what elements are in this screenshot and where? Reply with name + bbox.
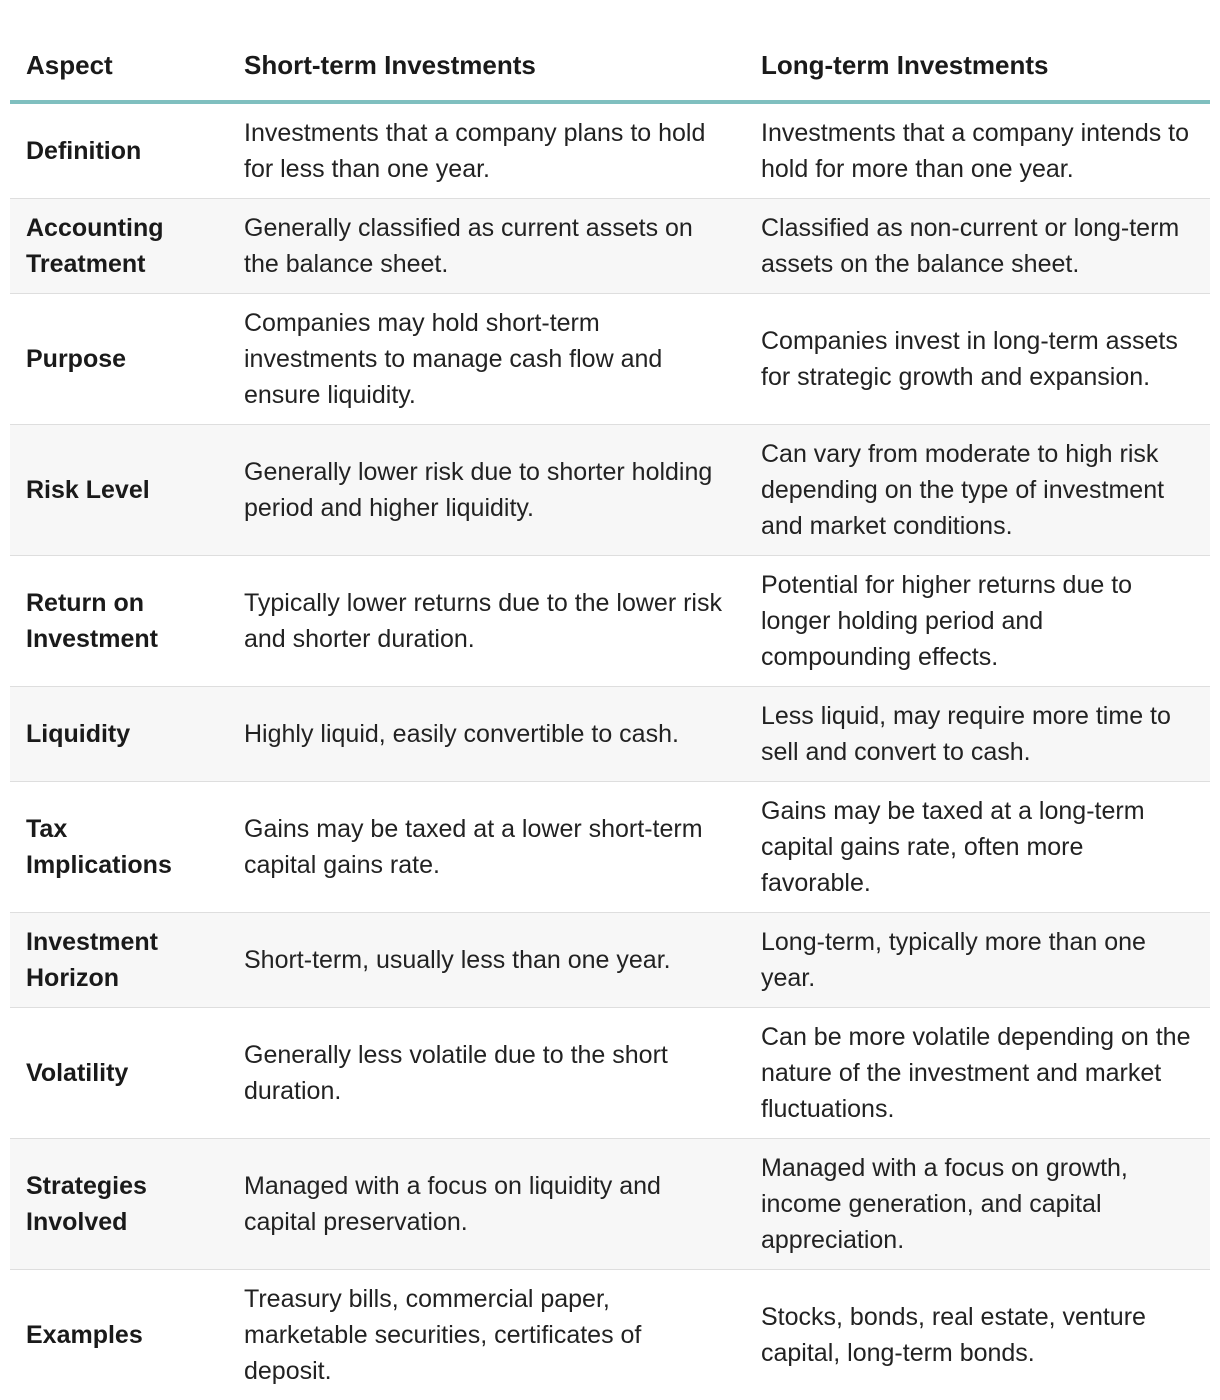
table-row xyxy=(10,102,1210,199)
header-long-term: Long-term Investments xyxy=(745,30,1210,102)
table-row xyxy=(10,199,1210,294)
short-term-cell: Generally classified as current assets on the balance sheet. xyxy=(228,199,745,294)
table-row xyxy=(10,1270,1210,1400)
short-term-cell: Managed with a focus on liquidity and capital preservation. xyxy=(228,1139,745,1270)
long-term-cell: Potential for higher returns due to longer holding period and compounding effects. xyxy=(745,556,1210,687)
comparison-table xyxy=(10,30,1210,1400)
table-row xyxy=(10,556,1210,687)
aspect-cell: Examples xyxy=(10,1270,228,1400)
long-term-cell: Managed with a focus on growth, income generation, and capital appreciation. xyxy=(745,1139,1210,1270)
table-header xyxy=(10,30,1210,102)
header-row xyxy=(10,30,1210,102)
table-row xyxy=(10,913,1210,1008)
table-row xyxy=(10,1008,1210,1139)
aspect-cell: Tax Implications xyxy=(10,782,228,913)
long-term-cell: Classified as non-current or long-term assets on the balance sheet. xyxy=(745,199,1210,294)
table-row xyxy=(10,425,1210,556)
long-term-cell: Less liquid, may require more time to sell and convert to cash. xyxy=(745,687,1210,782)
table-row xyxy=(10,687,1210,782)
table-row xyxy=(10,1139,1210,1270)
long-term-cell: Investments that a company intends to hold for more than one year. xyxy=(745,102,1210,199)
aspect-cell: Risk Level xyxy=(10,425,228,556)
long-term-cell: Can vary from moderate to high risk depending on the type of investment and market conditions. xyxy=(745,425,1210,556)
aspect-cell: Liquidity xyxy=(10,687,228,782)
short-term-cell: Short-term, usually less than one year. xyxy=(228,913,745,1008)
aspect-cell: Investment Horizon xyxy=(10,913,228,1008)
short-term-cell: Generally less volatile due to the short duration. xyxy=(228,1008,745,1139)
header-aspect: Aspect xyxy=(10,30,228,102)
short-term-cell: Generally lower risk due to shorter holding period and higher liquidity. xyxy=(228,425,745,556)
aspect-cell: Purpose xyxy=(10,294,228,425)
aspect-cell: Return on Investment xyxy=(10,556,228,687)
header-short-term: Short-term Investments xyxy=(228,30,745,102)
aspect-cell: Definition xyxy=(10,102,228,199)
long-term-cell: Stocks, bonds, real estate, venture capital, long-term bonds. xyxy=(745,1270,1210,1400)
table-row xyxy=(10,294,1210,425)
long-term-cell: Gains may be taxed at a long-term capital gains rate, often more favorable. xyxy=(745,782,1210,913)
long-term-cell: Long-term, typically more than one year. xyxy=(745,913,1210,1008)
aspect-cell: Volatility xyxy=(10,1008,228,1139)
short-term-cell: Companies may hold short-term investments to manage cash flow and ensure liquidity. xyxy=(228,294,745,425)
short-term-cell: Gains may be taxed at a lower short-term capital gains rate. xyxy=(228,782,745,913)
aspect-cell: Accounting Treatment xyxy=(10,199,228,294)
short-term-cell: Highly liquid, easily convertible to cash. xyxy=(228,687,745,782)
short-term-cell: Treasury bills, commercial paper, marketable securities, certificates of deposit. xyxy=(228,1270,745,1400)
short-term-cell: Typically lower returns due to the lower risk and shorter duration. xyxy=(228,556,745,687)
short-term-cell: Investments that a company plans to hold for less than one year. xyxy=(228,102,745,199)
aspect-cell: Strategies Involved xyxy=(10,1139,228,1270)
table-row xyxy=(10,782,1210,913)
long-term-cell: Can be more volatile depending on the nature of the investment and market fluctuations. xyxy=(745,1008,1210,1139)
long-term-cell: Companies invest in long-term assets for strategic growth and expansion. xyxy=(745,294,1210,425)
table-body xyxy=(10,102,1210,1400)
